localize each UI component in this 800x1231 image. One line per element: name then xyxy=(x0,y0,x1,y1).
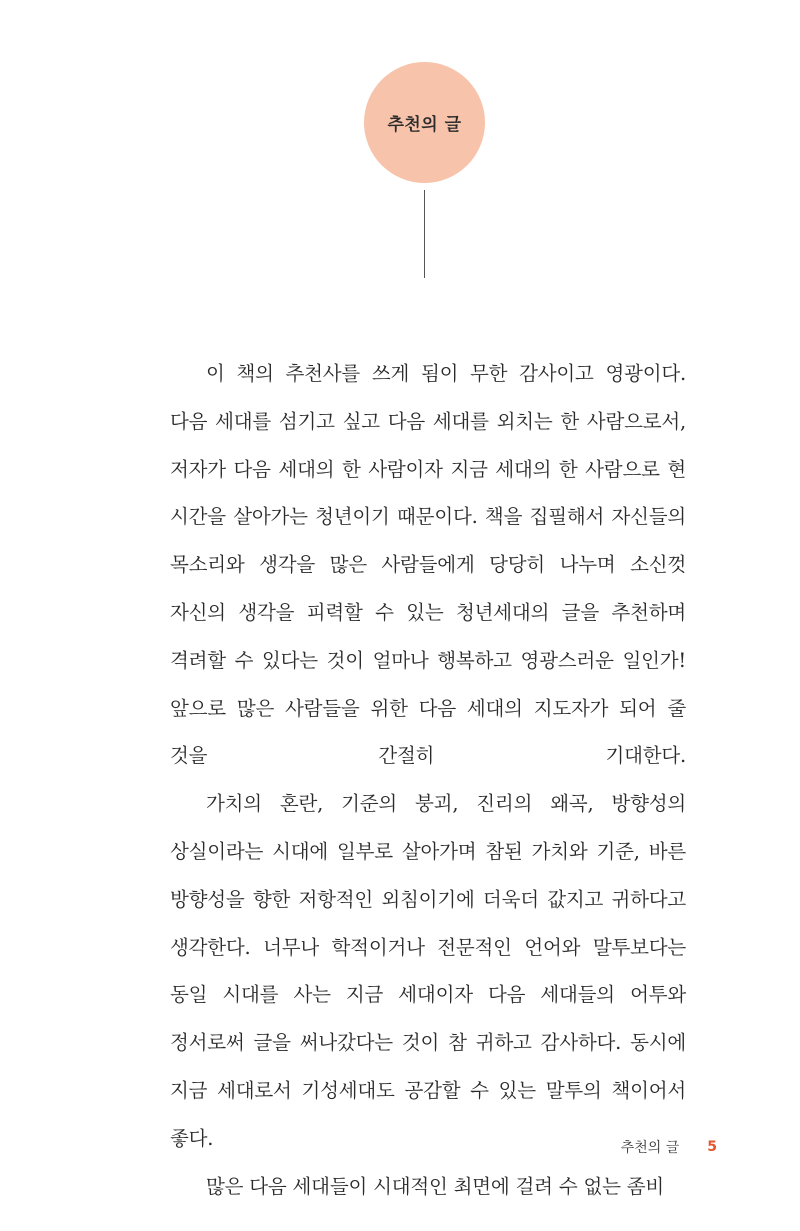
page-footer xyxy=(621,1137,717,1157)
body-text xyxy=(170,350,686,1210)
section-title: 추천의 글 xyxy=(387,115,462,135)
paragraph: 많은 다음 세대들이 시대적인 최면에 걸려 수 없는 좀비 xyxy=(206,1174,665,1198)
section-title-badge xyxy=(364,62,485,183)
vertical-divider xyxy=(424,190,425,278)
paragraph: 이 책의 추천사를 쓰게 됨이 무한 감사이고 영광이다. 다음 세대를 섬기고 싶고 다음 세대를 외치는 한 사람으로서, 저자가 다음 세대의 한 사람이자 지금 세대의 한 사람으로 현 시간을 살아가는 청년이기 때문이다. 책을 집필해서 자신들의 목소리와 생각을 많은 사람들에게 당당히 나누며 소신껏 자신의 생각을 피력할 수 있는 청년세대의 글을 추천하며 격려할 수 있다는 것이 얼마나 행복하고 영광스러운 일인가! 앞으로 많은 사람들을 위한 다음 세대의 지도자가 되어 줄 것을 간절히 기대한다. xyxy=(170,362,686,768)
paragraph: 가치의 혼란, 기준의 붕괴, 진리의 왜곡, 방향성의 상실이라는 시대에 일부로 살아가며 참된 가치와 기준, 바른 방향성을 향한 저항적인 외침이기에 더욱더 값지고 귀하다고 생각한다. 너무나 학적이거나 전문적인 언어와 말투보다는 동일 시대를 사는 지금 세대이자 다음 세대들의 어투와 정서로써 글을 써나갔다는 것이 참 귀하고 감사하다. 동시에 지금 세대로서 기성세대도 공감할 수 있는 말투의 책이어서 좋다. xyxy=(170,792,686,1150)
running-footer-label: 추천의 글 xyxy=(620,1140,680,1156)
page-number: 5 xyxy=(707,1139,717,1155)
